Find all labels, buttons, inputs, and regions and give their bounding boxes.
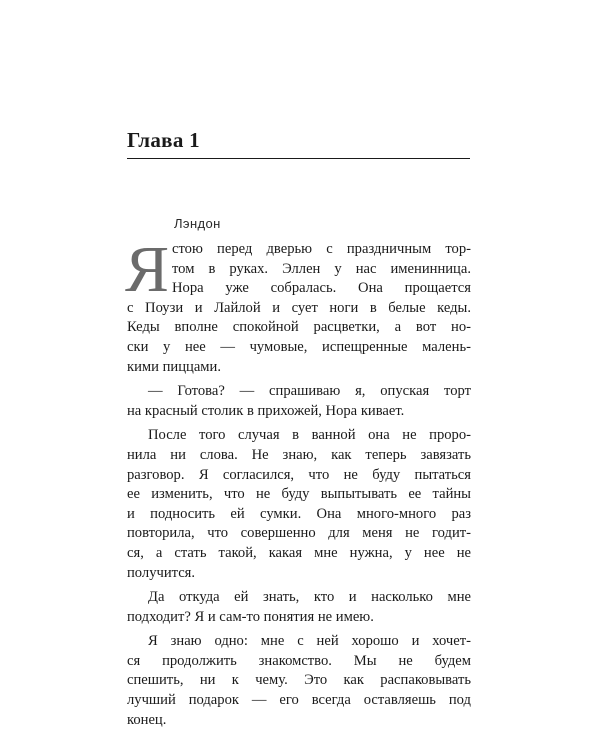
text-line: лучший подарок — его всегда оставляешь под [127,692,471,709]
text-line: Кеды вполне спокойной расцветки, а вот но- [127,319,471,336]
text-line: с Поузи и Лайлой и сует ноги в белые кеды. [127,299,471,316]
text-line: спешить, ни к чему. Это как распаковывать [127,672,471,689]
text-line: на красный столик в прихожей, Нора кивает. [127,402,405,419]
paragraph-2 [127,382,471,421]
text-line: ся, а стать такой, какая мне нужна, у нее не [127,544,471,561]
paragraph-4 [127,588,471,627]
text-line: подходит? Я и сам-то понятия не имею. [127,608,374,625]
text-line: После того случая в ванной она не проро- [148,427,471,444]
text-line: ся продолжить знакомство. Мы не будем [127,652,471,669]
narrator-heading: Лэндон [174,216,221,231]
text-line: кими пиццами. [127,358,222,375]
text-line: стою перед дверью с праздничным тор- [172,241,471,257]
text-line: повторила, что совершенно для меня не годит- [127,525,471,542]
text-line: разговор. Я согласился, что не буду пытаться [127,466,471,483]
paragraph-1 [125,233,471,377]
chapter-body [125,233,471,730]
text-line: Я знаю одно: мне с ней хорошо и хочет- [148,633,471,650]
text-line: и подносить ей сумки. Она много-много раз [127,505,471,522]
text-line: — Готова? — спрашиваю я, опуская торт [148,383,471,400]
text-line: конец. [127,711,167,728]
paragraph-5 [127,632,471,730]
text-line: ее изменить, что не буду выпытывать ее тайны [127,486,471,503]
text-line: Да откуда ей знать, кто и насколько мне [148,589,471,606]
text-line: нила ни слова. Не знаю, как теперь завязать [127,446,471,463]
chapter-divider [127,158,470,159]
text-line: ски у нее — чумовые, испещренные малень- [127,338,471,355]
drop-cap: Я [125,233,170,306]
text-line: получится. [127,564,196,581]
paragraph-3 [127,426,471,583]
chapter-title: Глава 1 [127,128,200,152]
text-line: том в руках. Эллен у нас именинница. [172,260,471,277]
text-line: Нора уже собралась. Она прощается [172,280,471,297]
